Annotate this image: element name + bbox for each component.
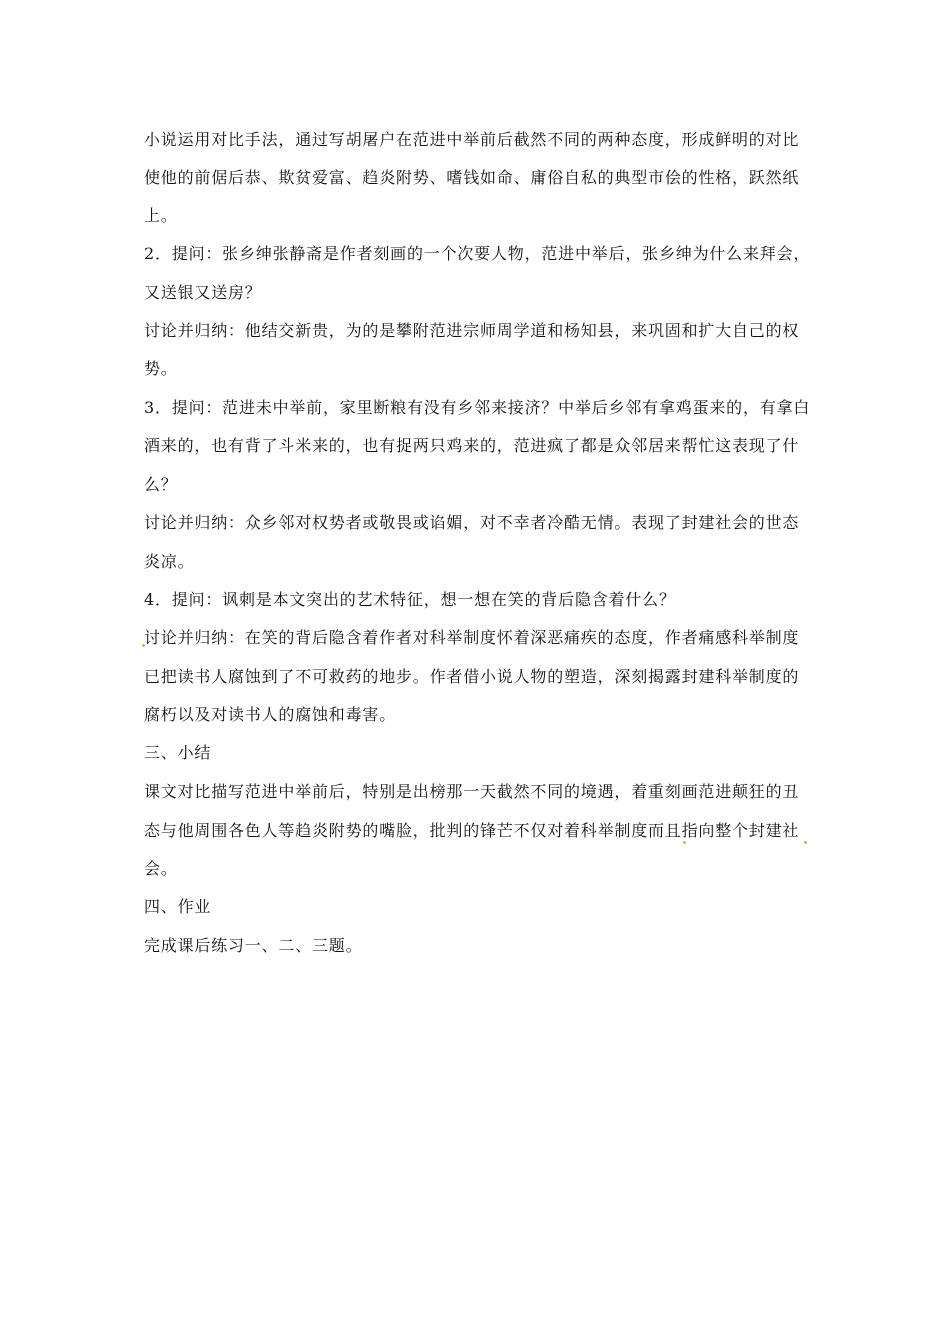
question-2-line-1: 2．提问：张乡绅张静斋是作者刻画的一个次要人物，范进中举后，张乡绅为什么来拜会， [144, 244, 811, 263]
question-3-line-1: 3．提问：范进未中举前，家里断粮有没有乡邻来接济？中举后乡邻有拿鸡蛋来的，有拿白 [144, 398, 811, 417]
section-heading-homework: 四、作业 [144, 897, 212, 916]
answer-3-line-1: 讨论并归纳：众乡邻对权势者或敬畏或谄媚，对不幸者冷酷无情。表现了封建社会的世态 [144, 513, 800, 532]
marker-dot [804, 841, 807, 844]
p1-line-1: 小说运用对比手法，通过写胡屠户在范进中举前后截然不同的两种态度，形成鲜明的对比 [144, 130, 800, 149]
p1-line-3: 上。 [144, 206, 178, 225]
question-3-line-2: 酒来的，也有背了斗米来的，也有捉两只鸡来的，范进疯了都是众邻居来帮忙这表现了什 [144, 436, 800, 455]
answer-2-line-2: 势。 [144, 359, 178, 378]
answer-2-line-1: 讨论并归纳：他结交新贵，为的是攀附范进宗师周学道和杨知县，来巩固和扩大自己的权 [144, 321, 800, 340]
section-heading-summary: 三、小结 [144, 743, 212, 762]
question-2-line-2: 又送银又送房？ [144, 283, 262, 302]
homework-line-1: 完成课后练习一、二、三题。 [144, 936, 363, 955]
answer-4-line-1: 讨论并归纳：在笑的背后隐含着作者对科举制度怀着深恶痛疾的态度，作者痛感科举制度 [144, 628, 800, 647]
answer-3-line-2: 炎凉。 [144, 552, 195, 571]
question-3-line-3: 么？ [144, 475, 178, 494]
p1-line-2: 使他的前倨后恭、欺贫爱富、趋炎附势、嗜钱如命、庸俗自私的典型市侩的性格，跃然纸 [144, 168, 800, 187]
answer-4-line-2: 已把读书人腐蚀到了不可救药的地步。作者借小说人物的塑造，深刻揭露封建科举制度的 [144, 667, 800, 686]
summary-line-1: 课文对比描写范进中举前后，特别是出榜那一天截然不同的境遇，着重刻画范进颠狂的丑 [144, 782, 800, 801]
summary-line-2: 态与他周围各色人等趋炎附势的嘴脸，批判的锋芒不仅对着科举制度而且指向整个封建社 [144, 821, 800, 840]
question-4-line-1: 4．提问：讽刺是本文突出的艺术特征，想一想在笑的背后隐含着什么？ [144, 590, 676, 609]
marker-dot [683, 841, 686, 844]
summary-line-3: 会。 [144, 859, 178, 878]
answer-4-line-3: 腐朽以及对读书人的腐蚀和毒害。 [144, 705, 397, 724]
